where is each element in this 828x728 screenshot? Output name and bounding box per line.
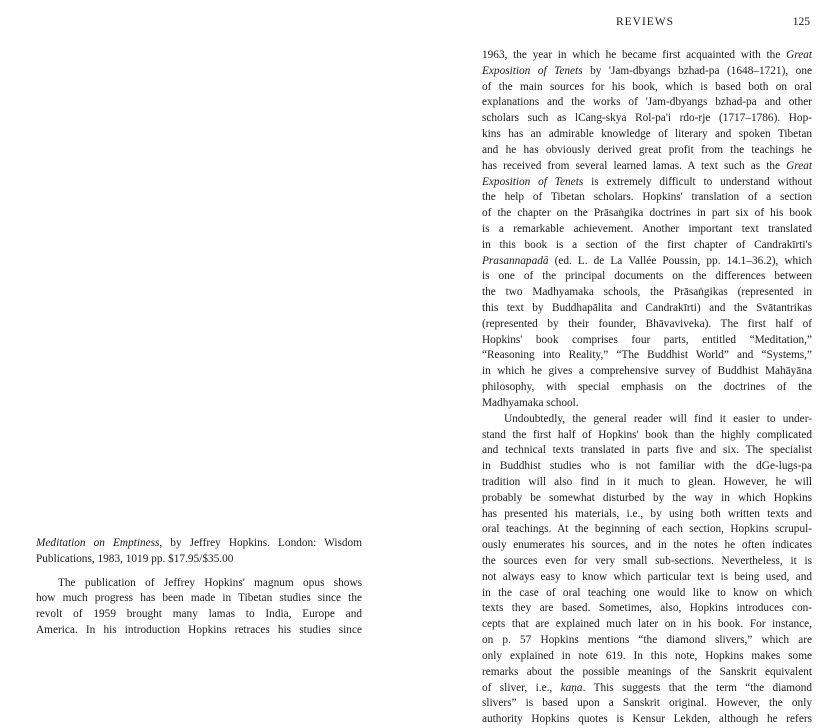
text-line: The publication of Jeffrey Hopkins' magnum opus shows xyxy=(58,576,362,589)
text-line: on p. 57 Hopkins mentions “the diamond slivers,” which are xyxy=(482,634,812,647)
text-line: in which he gives a comprehensive survey of Buddhist Mahāyāna xyxy=(482,365,812,378)
book-citation xyxy=(36,536,362,568)
text-line: the two Madhyamaka schools, the Prāsaṅgikas (represented in xyxy=(482,286,812,299)
text-line: slivers” is based upon a Sanskrit original. However, the only xyxy=(482,697,812,710)
text-line: the sources even for very small sub-sections. Nevertheless, it is xyxy=(482,555,812,567)
text-line: how much progress has been made in Tibetan studies since the xyxy=(36,592,362,605)
paragraph-continued xyxy=(482,48,812,412)
text-line: explanations and the works of 'Jam-dbyangs bzhad-pa and other xyxy=(482,96,812,109)
paragraph-intro xyxy=(36,576,362,639)
text-line: of the chapter on the Prāsaṅgika doctrines in part six of his book xyxy=(482,207,812,220)
text-line: Madhyamaka school. xyxy=(482,396,579,409)
text-line: of the main sources for his book, which is based both on oral xyxy=(482,80,812,93)
right-column xyxy=(482,48,812,728)
text-line: kins has an admirable knowledge of literary and spoken Tibetan xyxy=(482,128,812,141)
text-line: the help of Tibetan scholars. Hopkins' translation of a section xyxy=(482,191,812,204)
running-head: REVIEWS xyxy=(615,16,675,28)
text-line: Exposition of Tenets by 'Jam-dbyangs bzhad-pa (1648–1721), one xyxy=(482,64,812,77)
text-line: in this book is a section of the first chapter of Candrakīrti's xyxy=(482,238,812,251)
text-line: ously enumerates his sources, and in the notes he often indicates xyxy=(482,539,812,552)
text-line: philosophy, with special emphasis on the doctrines of the xyxy=(482,381,812,394)
citation-line: Publications, 1983, 1019 pp. $17.95/$35.00 xyxy=(36,552,234,565)
text-line: scholars such as lCang-skya Rol-pa'i rdo-rje (1717–1786). Hop- xyxy=(482,112,812,125)
text-line: Exposition of Tenets is extremely difficult to understand without xyxy=(482,175,812,188)
text-line: has presented his materials, i.e., by using both written texts and xyxy=(482,507,812,520)
book-title: Meditation on Emptiness xyxy=(36,537,160,549)
text-line: this text by Buddhapālita and Candrakīrti) and the Svātantrikas xyxy=(482,302,812,314)
text-line: “Reasoning into Reality,” “The Buddhist World” and “Systems,” xyxy=(482,349,812,362)
right-page xyxy=(414,0,828,726)
paragraph-undoubtedly xyxy=(482,412,812,728)
text-line: in Buddhist studies who is not familiar with the dGe-lugs-pa xyxy=(482,460,812,473)
text-line: of sliver, i.e., kaṇa. This suggests that the term “the diamond xyxy=(482,681,812,694)
text-line: only explained in note 619. In this note, Hopkins makes some xyxy=(482,649,812,662)
text-line: 1963, the year in which he became first acquainted with the Great xyxy=(482,49,812,61)
text-line: is one of the principal documents on the differences between xyxy=(482,270,812,283)
text-line: texts they are based. Sometimes, also, Hopkins introduces con- xyxy=(482,602,812,615)
text-line: cepts that are explained much later on in his book. For instance, xyxy=(482,618,812,631)
text-line: Hopkins' book comprises four parts, entitled “Meditation,” xyxy=(482,333,812,346)
left-page xyxy=(0,0,414,639)
text-line: probably be somewhat disturbed by the way in which Hopkins xyxy=(482,491,812,504)
text-line: and technical texts translated in parts five and six. The specialist xyxy=(482,444,812,457)
text-line: is a remarkable achievement. Another important text translated xyxy=(482,222,812,235)
text-line: stand the first half of Hopkins' book than the highly complicated xyxy=(482,428,812,441)
text-line: not always easy to know which particular text is being used, and xyxy=(482,570,812,583)
text-line: America. In his introduction Hopkins retraces his studies since xyxy=(36,624,362,637)
text-line: tradition will also find in it much to glean. However, he will xyxy=(482,475,812,488)
citation-details: , by Jeffrey Hopkins. London: Wisdom xyxy=(159,537,362,549)
text-line: in the case of oral teaching one would like to know on which xyxy=(482,586,812,599)
page-number: 125 xyxy=(792,16,810,28)
text-line: (represented by their founder, Bhāvaviveka). The first half of xyxy=(482,317,812,330)
text-line: remarks about the possible meanings of the Sanskrit equivalent xyxy=(482,665,812,678)
text-line: has received from several learned lamas. A text such as the Great xyxy=(482,159,812,172)
citation-line xyxy=(36,536,362,552)
text-line: oral teachings. At the beginning of each section, Hopkins scrupul- xyxy=(482,523,812,536)
left-column xyxy=(36,536,362,639)
text-line: revolt of 1959 brought many lamas to India, Europe and xyxy=(36,608,362,621)
text-line: Prasannapadā (ed. L. de La Vallée Poussin, pp. 14.1–36.2), which xyxy=(482,254,812,267)
text-line: authority Hopkins quotes is Kensur Lekden, although he refers xyxy=(482,713,812,726)
text-line: Undoubtedly, the general reader will find it easier to under- xyxy=(504,412,812,425)
text-line: and he has obviously derived great profit from the teachings he xyxy=(482,143,812,156)
